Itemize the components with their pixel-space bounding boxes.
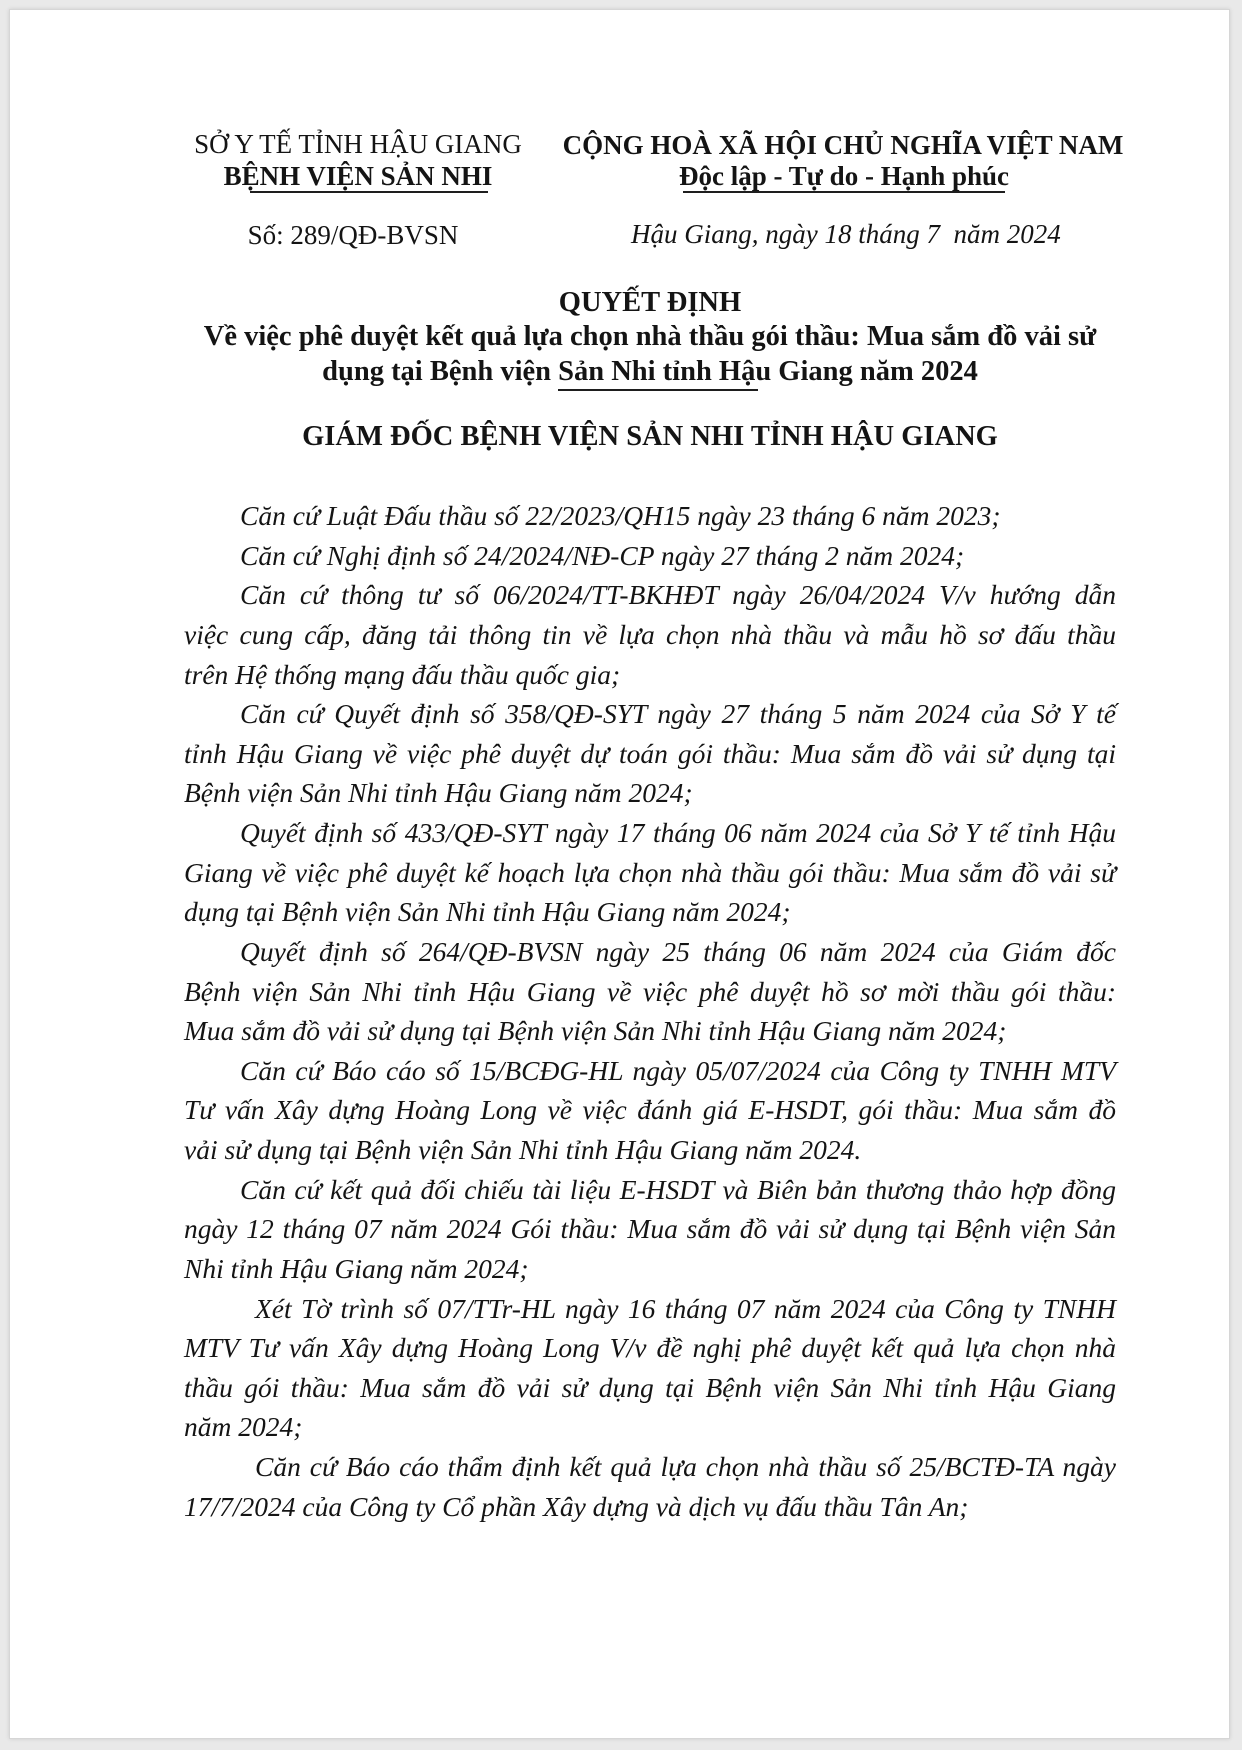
body-line: Quyết định số 433/QĐ-SYT ngày 17 tháng 06 năm 2024 của Sở Y tế tỉnh Hậu — [240, 817, 1116, 848]
body-line: Mua sắm đồ vải sử dụng tại Bệnh viện Sản Nhi tỉnh Hậu Giang năm 2024; — [184, 1015, 1007, 1047]
decision-number: Số: 289/QĐ-BVSN — [247, 220, 459, 250]
header-unit: BỆNH VIỆN SẢN NHI — [223, 161, 493, 191]
body-line: vải sử dụng tại Bệnh viện Sản Nhi tỉnh Hậu Giang năm 2024. — [184, 1134, 862, 1165]
body-line: MTV Tư vấn Xây dựng Hoàng Long V/v đề nghị phê duyệt kết quả lựa chọn nhà — [184, 1332, 1116, 1364]
body-line: Tư vấn Xây dựng Hoàng Long về việc đánh giá E-HSDT, gói thầu: Mua sắm đồ — [184, 1094, 1116, 1126]
body-line: thầu gói thầu: Mua sắm đồ vải sử dụng tại Bệnh viện Sản Nhi tỉnh Hậu Giang — [184, 1371, 1116, 1403]
header-agency: SỞ Y TẾ TỈNH HẬU GIANG — [194, 129, 522, 159]
body-line: Căn cứ thông tư số 06/2024/TT-BKHĐT ngày 26/04/2024 V/v hướng dẫn — [240, 579, 1116, 611]
decision-subject-line: Về việc phê duyệt kết quả lựa chọn nhà thầu gói thầu: Mua sắm đồ vải sử — [203, 321, 1097, 352]
legal-basis-paragraph — [184, 1447, 1116, 1526]
legal-basis-paragraph — [184, 1170, 1116, 1289]
issuing-authority: GIÁM ĐỐC BỆNH VIỆN SẢN NHI TỈNH HẬU GIANG — [302, 421, 998, 452]
body-line: Căn cứ Báo cáo thẩm định kết quả lựa chọn nhà thầu số 25/BCTĐ-TA ngày — [255, 1451, 1116, 1482]
legal-basis-paragraph — [184, 496, 1116, 536]
body-line: Nhi tỉnh Hậu Giang năm 2024; — [184, 1252, 529, 1284]
body-line: năm 2024; — [184, 1411, 303, 1443]
body-line: Bệnh viện Sản Nhi tỉnh Hậu Giang năm 2024; — [184, 777, 693, 809]
body-line: trên Hệ thống mạng đấu thầu quốc gia; — [184, 658, 621, 690]
body-line: 17/7/2024 của Công ty Cổ phần Xây dựng và dịch vụ đấu thầu Tân An; — [184, 1490, 969, 1522]
national-motto: Độc lập - Tự do - Hạnh phúc — [678, 161, 1010, 191]
legal-basis-paragraph — [184, 813, 1116, 932]
body-line: dụng tại Bệnh viện Sản Nhi tỉnh Hậu Giang năm 2024; — [184, 896, 791, 928]
body-line: Căn cứ Báo cáo số 15/BCĐG-HL ngày 05/07/2024 của Công ty TNHH MTV — [240, 1054, 1116, 1086]
place-date: Hậu Giang, ngày 18 tháng 7 năm 2024 — [631, 219, 1061, 249]
body-line: Bệnh viện Sản Nhi tỉnh Hậu Giang về việc phê duyệt hồ sơ mời thầu gói thầu: — [184, 975, 1116, 1007]
legal-basis-paragraph — [184, 575, 1116, 694]
legal-basis-paragraph — [184, 536, 1116, 576]
body-line: Căn cứ kết quả đối chiếu tài liệu E-HSDT và Biên bản thương thảo hợp đồng — [240, 1173, 1116, 1205]
motto-underline — [683, 191, 1005, 193]
body-line: Xét Tờ trình số 07/TTr-HL ngày 16 tháng 07 năm 2024 của Công ty TNHH — [255, 1292, 1116, 1324]
national-title: CỘNG HOÀ XÃ HỘI CHỦ NGHĨA VIỆT NAM — [562, 130, 1124, 160]
body-line: việc cung cấp, đăng tải thông tin về lựa chọn nhà thầu và mẫu hồ sơ đấu thầu — [184, 618, 1116, 650]
decision-body — [184, 496, 1116, 1526]
legal-basis-paragraph — [184, 1289, 1116, 1448]
decision-subject-line: dụng tại Bệnh viện Sản Nhi tỉnh Hậu Giang năm 2024 — [322, 356, 978, 387]
legal-basis-paragraph — [184, 694, 1116, 813]
body-line: Giang về việc phê duyệt kế hoạch lựa chọn nhà thầu gói thầu: Mua sắm đồ vải sử — [184, 856, 1116, 888]
subject-underline — [558, 389, 758, 391]
unit-underline — [250, 191, 488, 193]
body-line: tỉnh Hậu Giang về việc phê duyệt dự toán gói thầu: Mua sắm đồ vải sử dụng tại — [184, 737, 1116, 769]
legal-basis-paragraph — [184, 932, 1116, 1051]
decision-heading: QUYẾT ĐỊNH — [558, 287, 742, 318]
body-line: ngày 12 tháng 07 năm 2024 Gói thầu: Mua sắm đồ vải sử dụng tại Bệnh viện Sản — [184, 1213, 1116, 1245]
body-line: Quyết định số 264/QĐ-BVSN ngày 25 tháng 06 năm 2024 của Giám đốc — [240, 935, 1116, 967]
body-line: Căn cứ Nghị định số 24/2024/NĐ-CP ngày 27 tháng 2 năm 2024; — [240, 539, 965, 571]
body-line: Căn cứ Luật Đấu thầu số 22/2023/QH15 ngày 23 tháng 6 năm 2023; — [240, 500, 1001, 531]
legal-basis-paragraph — [184, 1051, 1116, 1170]
body-line: Căn cứ Quyết định số 358/QĐ-SYT ngày 27 tháng 5 năm 2024 của Sở Y tế — [240, 698, 1116, 730]
